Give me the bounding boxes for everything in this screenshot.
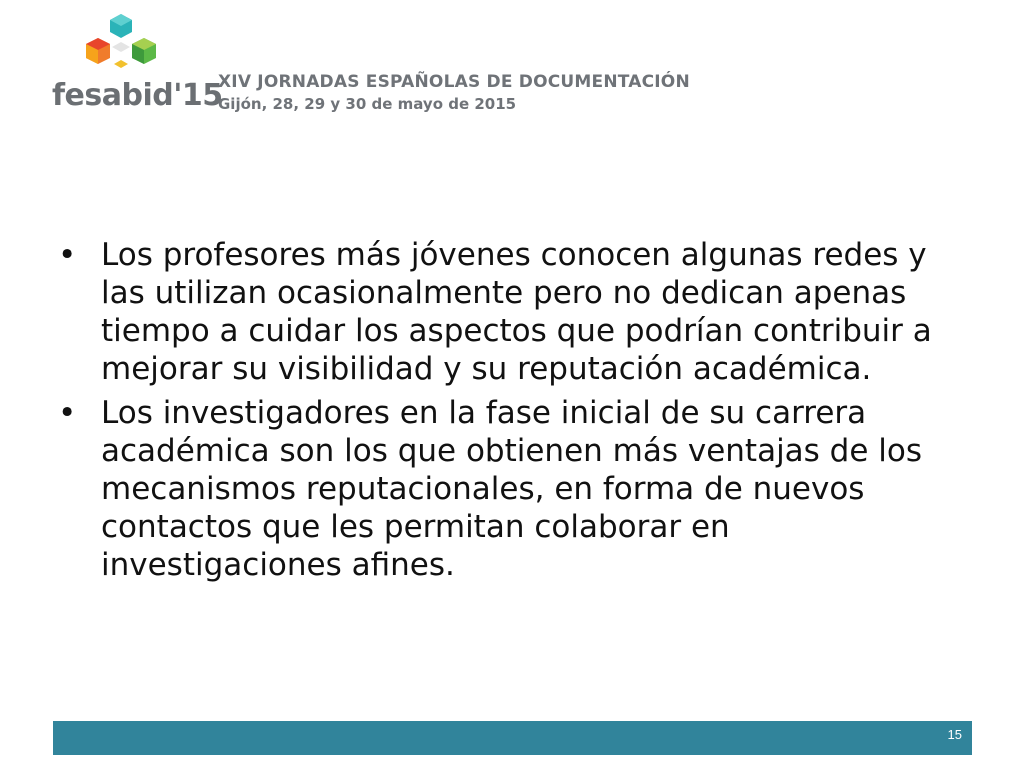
bullet-item bbox=[58, 394, 958, 584]
bullet-list bbox=[58, 236, 958, 590]
bullet-item bbox=[58, 236, 958, 388]
bullet-icon: • bbox=[58, 237, 77, 273]
page-number: 15 bbox=[947, 727, 962, 742]
bullet-text: Los investigadores en la fase inicial de su carrera académica son los que obtienen más ventajas de los mecanismos reputacionales, en forma de nuevos contactos que les permitan colaborar en investigaciones afines. bbox=[101, 395, 923, 583]
fesabid-logo-icon bbox=[80, 12, 162, 82]
bullet-text: Los profesores más jóvenes conocen algunas redes y las utilizan ocasionalmente pero no dedican apenas tiempo a cuidar los aspectos que podrían contribuir a mejorar su visibilidad y su reputación académica. bbox=[101, 237, 932, 387]
conference-subtitle: Gijón, 28, 29 y 30 de mayo de 2015 bbox=[218, 95, 517, 113]
bullet-icon: • bbox=[58, 395, 77, 431]
conference-title: XIV JORNADAS ESPAÑOLAS DE DOCUMENTACIÓN bbox=[218, 72, 690, 92]
logo-wordmark: fesabid'15 bbox=[52, 78, 223, 113]
footer-bar bbox=[53, 721, 972, 755]
